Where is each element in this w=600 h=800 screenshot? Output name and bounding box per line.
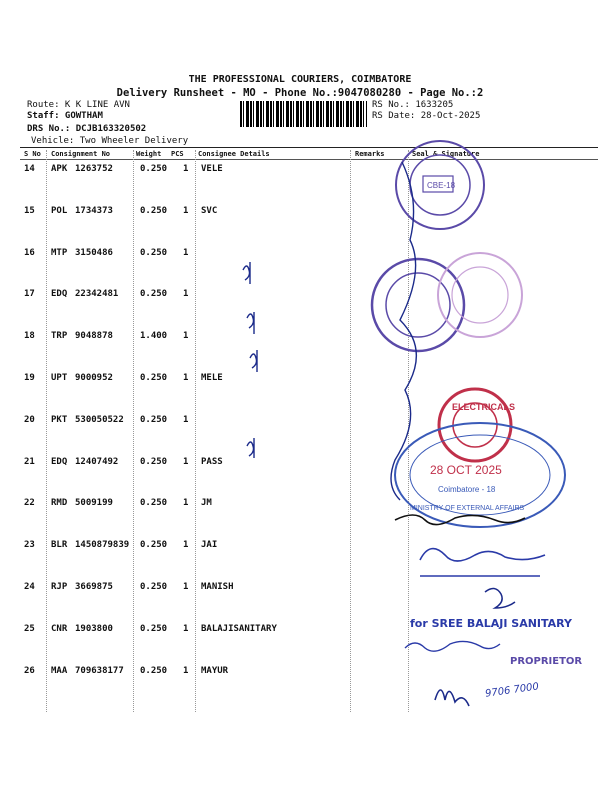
row-pcs: 1 (183, 373, 189, 383)
row-consignee: VELE (201, 164, 223, 174)
row-prefix: RMD (51, 498, 68, 509)
row-prefix: UPT (51, 373, 68, 383)
row-consignment-no: 530050522 (75, 414, 124, 425)
signature-row24 (485, 588, 515, 608)
row-sno: 20 (24, 414, 35, 425)
row-consignee: JM (201, 498, 212, 509)
row-prefix: EDQ (51, 456, 68, 467)
signature-row23 (420, 549, 545, 576)
row-pcs: 1 (183, 456, 189, 467)
row-weight: 0.250 (140, 665, 168, 676)
row-weight: 0.250 (140, 456, 168, 467)
row-consignee: SVC (201, 205, 218, 216)
rs-date: RS Date: 28-Oct-2025 (372, 111, 481, 121)
row-weight: 0.250 (140, 540, 168, 551)
col-consignment: Consignment No (51, 150, 111, 158)
col-consignee: Consignee Details (198, 150, 270, 158)
row-weight: 0.250 (140, 164, 168, 174)
row-pcs: 1 (183, 540, 189, 551)
row-consignment-no: 1263752 (75, 164, 113, 174)
row-weight: 0.250 (140, 373, 168, 383)
row-prefix: PKT (51, 414, 68, 425)
initial-mark (247, 438, 254, 458)
stamp-electricals: ELECTRICALS (452, 402, 515, 412)
row-pcs: 1 (183, 582, 189, 592)
row-consignee: MELE (201, 373, 223, 383)
stamp-date: 28 OCT 2025 (430, 463, 502, 477)
row-pcs: 1 (183, 498, 189, 509)
row-sno: 24 (24, 582, 35, 592)
row-consignment-no: 1903800 (75, 623, 113, 634)
row-sno: 15 (24, 205, 35, 216)
row-sno: 16 (24, 247, 35, 258)
row-sno: 19 (24, 373, 35, 383)
col-sno: S No (24, 150, 41, 158)
row-prefix: CNR (51, 623, 68, 634)
vehicle-label: Vehicle: Two Wheeler Delivery (31, 136, 189, 146)
stamp-ministry: MINISTRY OF EXTERNAL AFFAIRS (410, 505, 525, 512)
row-sno: 22 (24, 498, 35, 509)
row-pcs: 1 (183, 205, 189, 216)
row-prefix: BLR (51, 540, 68, 551)
row-consignment-no: 22342481 (75, 289, 119, 300)
row-consignee: MANISH (201, 582, 234, 592)
row-pcs: 1 (183, 623, 189, 634)
row-prefix: EDQ (51, 289, 68, 300)
row-consignee: BALAJISANITARY (201, 623, 277, 634)
route-label: Route: K K LINE AVN (27, 100, 130, 110)
row-prefix: RJP (51, 582, 68, 592)
row-weight: 0.250 (140, 582, 168, 592)
row-consignee: MAYUR (201, 665, 229, 676)
row-prefix: MAA (51, 665, 68, 676)
handwritten-number: 9706 7000 (484, 681, 540, 700)
row-weight: 0.250 (140, 623, 168, 634)
col-weight: Weight (136, 150, 162, 158)
signature-scribble (391, 162, 416, 500)
company-title: THE PROFESSIONAL COURIERS, COIMBATORE (188, 74, 412, 85)
firm-stamp-name: for SREE BALAJI SANITARY (410, 617, 573, 630)
row-consignee: PASS (201, 456, 223, 467)
row-consignment-no: 3150486 (75, 247, 113, 258)
row-pcs: 1 (183, 331, 189, 342)
row-sno: 23 (24, 540, 35, 551)
row-pcs: 1 (183, 414, 189, 425)
row-sno: 26 (24, 665, 35, 676)
row-consignment-no: 5009199 (75, 498, 113, 509)
initial-mark (250, 350, 257, 372)
row-pcs: 1 (183, 289, 189, 300)
row-weight: 1.400 (140, 331, 168, 342)
row-pcs: 1 (183, 247, 189, 258)
row-pcs: 1 (183, 164, 189, 174)
row-sno: 18 (24, 331, 35, 342)
rs-number: RS No.: 1633205 (372, 100, 454, 110)
row-prefix: TRP (51, 331, 68, 342)
ministry-date-stamp (395, 423, 565, 527)
row-weight: 0.250 (140, 247, 168, 258)
signature-row22 (395, 515, 525, 525)
signature-row26 (435, 690, 469, 706)
row-sno: 17 (24, 289, 35, 300)
signature-row25 (405, 641, 500, 651)
row-consignment-no: 9000952 (75, 373, 113, 383)
row-sno: 21 (24, 456, 35, 467)
stamp-code: CBE-18 (427, 181, 456, 190)
staff-label: Staff: GOWTHAM (27, 111, 103, 121)
row-sno: 14 (24, 164, 35, 174)
row-consignment-no: 709638177 (75, 665, 124, 676)
row-weight: 0.250 (140, 498, 168, 509)
drs-label: DRS No.: DCJB163320502 (27, 124, 147, 134)
middle-seal-stamp (372, 253, 522, 351)
proprietor-stamp: PROPRIETOR (510, 656, 583, 667)
col-seal: Seal & Signature (412, 150, 480, 158)
col-remarks: Remarks (355, 150, 385, 158)
row-consignment-no: 1734373 (75, 205, 113, 216)
row-pcs: 1 (183, 665, 189, 676)
row-weight: 0.250 (140, 205, 168, 216)
initial-mark (247, 312, 254, 334)
col-pcs: PCS (171, 150, 184, 158)
row-consignment-no: 9048878 (75, 331, 113, 342)
runsheet-subtitle: Delivery Runsheet - MO - Phone No.:9047080280 - Page No.:2 (116, 87, 484, 99)
row-prefix: APK (51, 164, 68, 174)
row-prefix: MTP (51, 247, 68, 258)
row-weight: 0.250 (140, 414, 168, 425)
row-consignee: JAI (201, 540, 218, 551)
stamp-place: Coimbatore - 18 (438, 485, 496, 494)
initial-mark (243, 262, 250, 284)
row-prefix: POL (51, 205, 68, 216)
row-consignment-no: 12407492 (75, 456, 119, 467)
row-consignment-no: 3669875 (75, 582, 113, 592)
round-seal-stamp (396, 141, 484, 229)
row-consignment-no: 1450879839 (75, 540, 130, 551)
row-weight: 0.250 (140, 289, 168, 300)
row-sno: 25 (24, 623, 35, 634)
